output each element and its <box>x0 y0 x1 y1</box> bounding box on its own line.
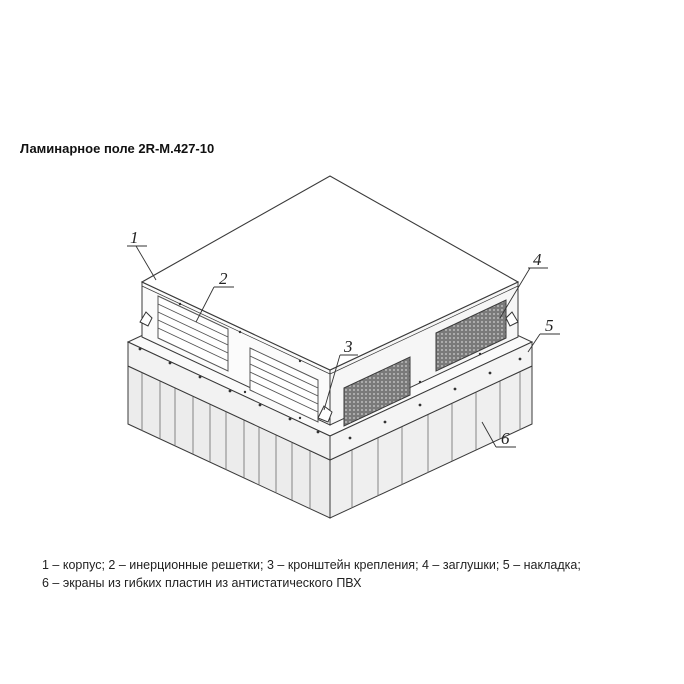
legend-line-1: 1 – корпус; 2 – инерционные решетки; 3 – кронштейн крепления; 4 – заглушки; 5 – накладка; <box>42 558 581 572</box>
callout-5-overlay: 5 <box>545 316 554 335</box>
legend-line-2: 6 – экраны из гибких пластин из антистатического ПВХ <box>42 576 362 590</box>
diagram-title: Ламинарное поле 2R-M.427-10 <box>20 141 215 156</box>
callout-4-plugs: 4 <box>533 250 542 269</box>
callout-3-bracket: 3 <box>344 337 353 356</box>
legend <box>42 556 581 592</box>
callout-1-housing: 1 <box>130 228 139 247</box>
callout-2-grilles: 2 <box>219 269 228 288</box>
callout-6-screens: 6 <box>501 429 510 448</box>
